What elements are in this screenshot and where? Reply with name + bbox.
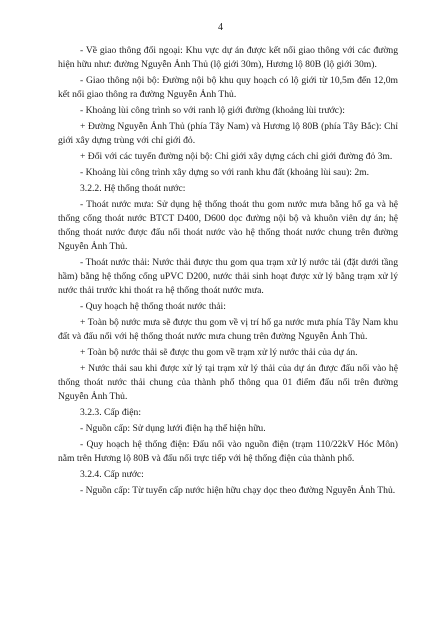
paragraph-wastewater-plan: - Quy hoạch hệ thống thoát nước thải: xyxy=(80,301,226,313)
paragraph-power-source: - Nguồn cấp: Sử dụng lưới điện hạ thế hiện hữu. xyxy=(80,423,266,435)
page-number: 4 xyxy=(218,22,223,33)
paragraph-treated-wastewater: + Nước thải sau khi được xử lý tại trạm xử lý thải của dự án được đấu nối vào hệ thống thoát nước thải chung của thành phố thông qua 01 điểm đấu nối trên đường Nguyễn Ảnh Thủ. xyxy=(58,363,398,403)
paragraph-setback-main-roads: + Đường Nguyễn Ảnh Thủ (phía Tây Nam) và Hương lộ 80B (phía Tây Bắc): Chỉ giới xây dựng trùng với chỉ giới đỏ. xyxy=(58,121,398,146)
paragraph-wastewater: - Thoát nước thải: Nước thải được thu gom qua trạm xử lý nước tải (đặt dưới tầng hầm) bằng hệ thống cống uPVC D200, nước thải sinh hoạt được xử lý bằng trạm xử lý nước thải trước khi thoát ra hệ thống thoát nước mưa. xyxy=(58,257,398,296)
paragraph-front-setback: - Khoảng lùi công trình so với ranh lộ giới đường (khoảng lùi trước): xyxy=(80,105,345,116)
paragraph-rainwater-collection: + Toàn bộ nước mưa sẽ được thu gom về vị trí hố ga nước mưa phía Tây Nam khu đất và đấu nối với hệ thống thoát nước mưa chung trên đường Nguyễn Ảnh Thủ. xyxy=(58,317,398,343)
paragraph-stormwater: - Thoát nước mưa: Sử dụng hệ thống thoát thu gom nước mưa bằng hố ga và hệ thống cống thoát nước BTCT D400, D600 dọc đường nội bộ và khuôn viên dự án; hệ thống thoát nước được đấu nối thoát nước vào hệ thống thoát nước chung trên đường Nguyễn Ảnh Thủ. xyxy=(58,199,398,253)
paragraph-internal-traffic: - Giao thông nội bộ: Đường nội bộ khu quy hoạch có lộ giới từ 10,5m đến 12,0m kết nối giao thông ra đường Nguyễn Ảnh Thủ. xyxy=(58,75,398,100)
section-heading-power: 3.2.3. Cấp điện: xyxy=(80,407,142,419)
paragraph-power-plan: - Quy hoạch hệ thống điện: Đấu nối vào nguồn điện (trạm 110/22kV Hóc Môn) nằm trên Hương lộ 80B và đấu nối trực tiếp với hệ thống điện của thành phố. xyxy=(58,439,398,465)
section-heading-drainage: 3.2.2. Hệ thống thoát nước: xyxy=(80,183,186,195)
paragraph-wastewater-collection: + Toàn bộ nước thải sẽ được thu gom về trạm xử lý nước thải của dự án. xyxy=(80,347,358,359)
paragraph-setback-internal-roads: + Đối với các tuyến đường nội bộ: Chỉ giới xây dựng cách chỉ giới đường đỏ 3m. xyxy=(80,151,393,163)
section-heading-water: 3.2.4. Cấp nước: xyxy=(80,469,144,481)
document-body xyxy=(58,44,398,501)
paragraph-water-source: - Nguồn cấp: Từ tuyến cấp nước hiện hữu chạy dọc theo đường Nguyễn Ảnh Thủ. xyxy=(80,485,396,497)
paragraph-rear-setback: - Khoảng lùi công trình xây dựng so với ranh khu đất (khoảng lùi sau): 2m. xyxy=(80,167,369,179)
paragraph-external-traffic: - Về giao thông đối ngoại: Khu vực dự án được kết nối giao thông với các đường hiện hữu như: đường Nguyễn Ảnh Thủ (lộ giới 30m), Hương lộ 80B (lộ giới 30m). xyxy=(58,45,398,70)
